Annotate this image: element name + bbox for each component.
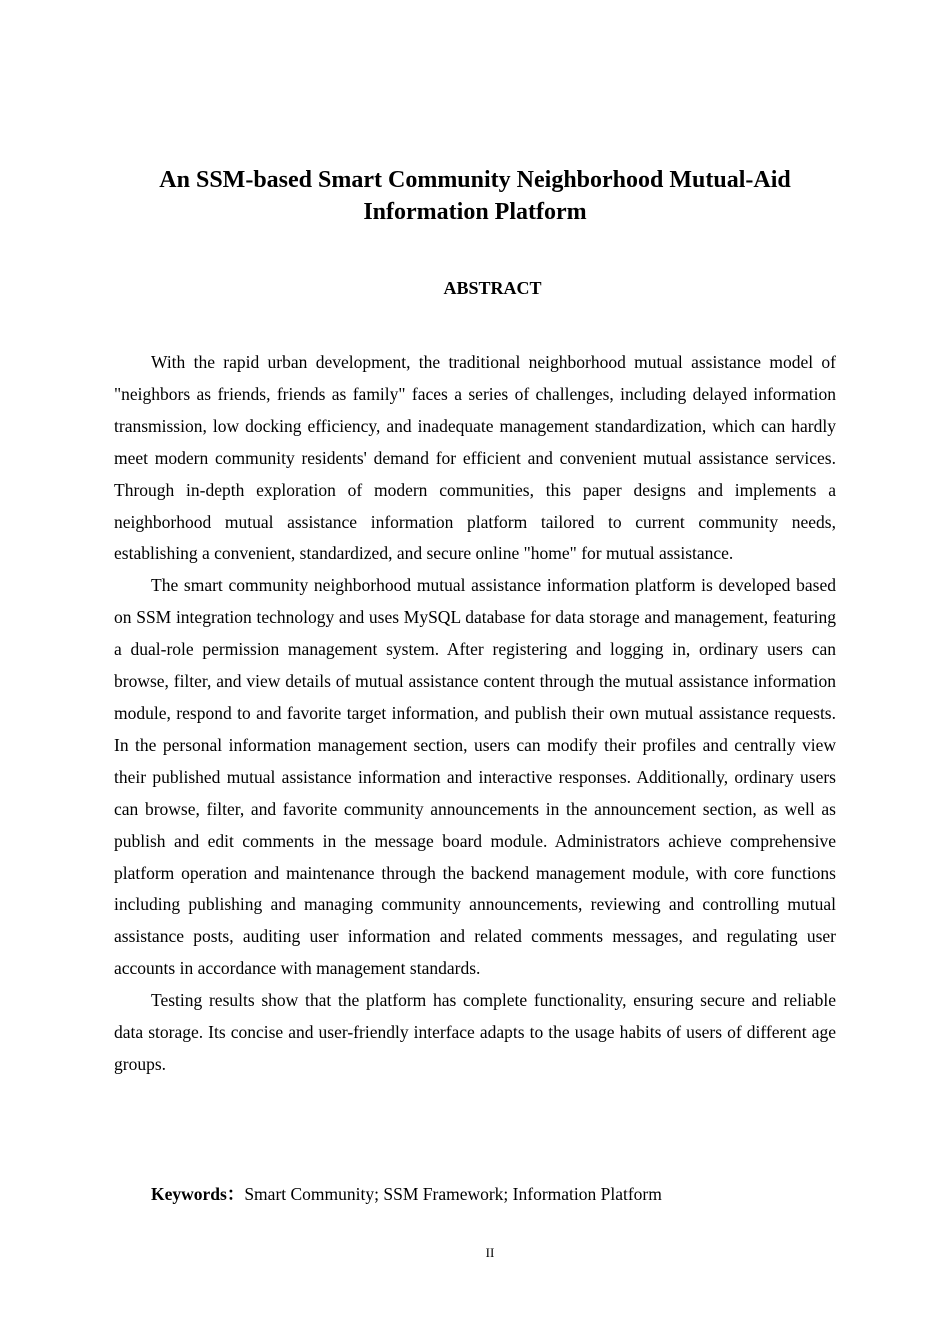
abstract-paragraph: Testing results show that the platform has complete functionality, ensuring secure and reliable data storage. Its concise and user-friendly interface adapts to the usage habits of users of different age groups. bbox=[114, 990, 836, 1074]
keywords-value: Smart Community; SSM Framework; Information Platform bbox=[244, 1184, 662, 1204]
abstract-paragraph: The smart community neighborhood mutual assistance information platform is developed based on SSM integration technology and uses MySQL database for data storage and management, featuring a dual-role permission management system. After registering and logging in, ordinary users can browse, filter, and view details of mutual assistance content through the mutual assistance information module, respond to and favorite target information, and publish their own mutual assistance requests. In the personal information management section, users can modify their profiles and centrally view their published mutual assistance information and interactive responses. Additionally, ordinary users can browse, filter, and favorite community announcements in the announcement section, as well as publish and edit comments in the message board module. Administrators achieve comprehensive platform operation and maintenance through the backend management module, with core functions including publishing and managing community announcements, reviewing and controlling mutual assistance posts, auditing user information and related comments messages, and regulating user accounts in accordance with management standards. bbox=[114, 575, 836, 979]
abstract-body bbox=[114, 347, 836, 1081]
page-number: II bbox=[485, 1245, 495, 1260]
keywords-line bbox=[151, 1180, 851, 1208]
abstract-paragraph: With the rapid urban development, the traditional neighborhood mutual assistance model of "neighbors as friends, friends as family" faces a series of challenges, including delayed information transmission, low docking efficiency, and inadequate management standardization, which can hardly meet modern community residents' demand for efficient and convenient mutual assistance services. Through in-depth exploration of modern communities, this paper designs and implements a neighborhood mutual assistance information platform tailored to current community needs, establishing a convenient, standardized, and secure online "home" for mutual assistance. bbox=[114, 352, 836, 564]
keywords-label: Keywords： bbox=[151, 1184, 245, 1204]
document-title: An SSM-based Smart Community Neighborhood Mutual-Aid Information Platform bbox=[159, 167, 791, 225]
abstract-heading: ABSTRACT bbox=[443, 278, 542, 298]
